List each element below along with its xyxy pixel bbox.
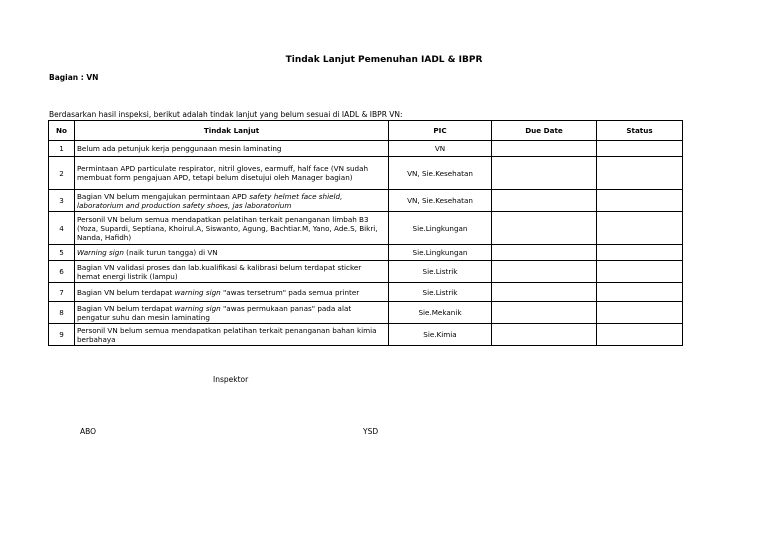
pic-cell: Sie.Mekanik [389,302,492,324]
table-header-row [49,121,683,141]
tindak-lanjut-cell [75,261,389,283]
status-cell [597,157,683,190]
tindak-lanjut-text: safety helmet face shield, laboratorium and production safety shoes, jas laboratorium [77,191,343,210]
table-row [49,245,683,261]
header-no: No [49,121,75,141]
tindak-lanjut-cell [75,157,389,190]
table-row [49,324,683,346]
tindak-lanjut-text: "awas tersetrum" pada semua printer [220,287,360,297]
tindak-lanjut-text: Bagian VN belum terdapat [77,303,175,313]
due-date-cell [492,245,597,261]
status-cell [597,302,683,324]
row-number: 5 [49,245,75,261]
tindak-lanjut-text: Personil VN belum semua mendapatkan pelatihan terkait penanganan bahan kimia berbahaya [77,325,377,344]
due-date-cell [492,141,597,157]
table-row [49,190,683,212]
tindak-lanjut-cell [75,324,389,346]
table-row [49,212,683,245]
tindak-lanjut-text: "awas permukaan panas" pada alat pengatur suhu dan mesin laminating [77,303,352,322]
tindak-lanjut-cell [75,283,389,302]
tindak-lanjut-text: (naik turun tangga) di VN [123,248,218,257]
table-row [49,261,683,283]
row-number: 1 [49,141,75,157]
pic-cell: VN [389,141,492,157]
row-number: 3 [49,190,75,212]
tindak-lanjut-cell [75,141,389,157]
row-number: 7 [49,283,75,302]
status-cell [597,141,683,157]
row-number: 6 [49,261,75,283]
due-date-cell [492,261,597,283]
pic-cell: VN, Sie.Kesehatan [389,190,492,212]
signatory-left: ABO [80,427,97,436]
pic-cell: VN, Sie.Kesehatan [389,157,492,190]
due-date-cell [492,190,597,212]
tindak-lanjut-text: warning sign [174,303,221,313]
pic-cell: Sie.Listrik [389,283,492,302]
pic-cell: Sie.Kimia [389,324,492,346]
row-number: 8 [49,302,75,324]
follow-up-table [48,120,683,346]
tindak-lanjut-text: Permintaan APD particulate respirator, nitril gloves, earmuff, half face (VN sudah membuat form pengajuan APD, tetapi belum disetujui oleh Manager bagian) [77,164,369,182]
status-cell [597,212,683,245]
pic-cell: Sie.Listrik [389,261,492,283]
table-row [49,283,683,302]
due-date-cell [492,283,597,302]
tindak-lanjut-text: Warning sign [77,248,124,257]
due-date-cell [492,302,597,324]
table-row [49,157,683,190]
header-tindak-lanjut: Tindak Lanjut [75,121,389,141]
tindak-lanjut-text: Bagian VN belum mengajukan permintaan APD [77,191,250,201]
tindak-lanjut-text: Bagian VN validasi proses dan lab.kualifikasi & kalibrasi belum terdapat sticker hemat energi listrik (lampu) [77,262,362,281]
row-number: 2 [49,157,75,190]
due-date-cell [492,212,597,245]
intro-text: Berdasarkan hasil inspeksi, berikut adalah tindak lanjut yang belum sesuai di IADL & IBPR VN: [49,110,403,119]
header-pic: PIC [389,121,492,141]
row-number: 4 [49,212,75,245]
tindak-lanjut-text: warning sign [174,287,221,297]
tindak-lanjut-cell [75,245,389,261]
due-date-cell [492,324,597,346]
tindak-lanjut-text: Belum ada petunjuk kerja penggunaan mesin laminating [77,144,282,153]
status-cell [597,261,683,283]
tindak-lanjut-text: Bagian VN belum terdapat [77,287,175,297]
table-row [49,141,683,157]
department-label: Bagian : VN [49,73,99,82]
header-due-date: Due Date [492,121,597,141]
tindak-lanjut-text: Personil VN belum semua mendapatkan pelatihan terkait penanganan limbah B3 (Yoza, Supardi, Septiana, Khoirul.A, Siswanto, Agung, Bachtiar.M, Yano, Ade.S, Bikri, Nanda, Hafidh) [77,214,378,242]
inspector-label: Inspektor [213,375,249,384]
table-row [49,302,683,324]
status-cell [597,324,683,346]
tindak-lanjut-cell [75,212,389,245]
row-number: 9 [49,324,75,346]
tindak-lanjut-cell [75,190,389,212]
tindak-lanjut-cell [75,302,389,324]
signatory-right: YSD [363,427,379,436]
status-cell [597,283,683,302]
status-cell [597,190,683,212]
header-status: Status [597,121,683,141]
pic-cell: Sie.Lingkungan [389,245,492,261]
page-title: Tindak Lanjut Pemenuhan IADL & IBPR [285,55,483,65]
status-cell [597,245,683,261]
due-date-cell [492,157,597,190]
pic-cell: Sie.Lingkungan [389,212,492,245]
